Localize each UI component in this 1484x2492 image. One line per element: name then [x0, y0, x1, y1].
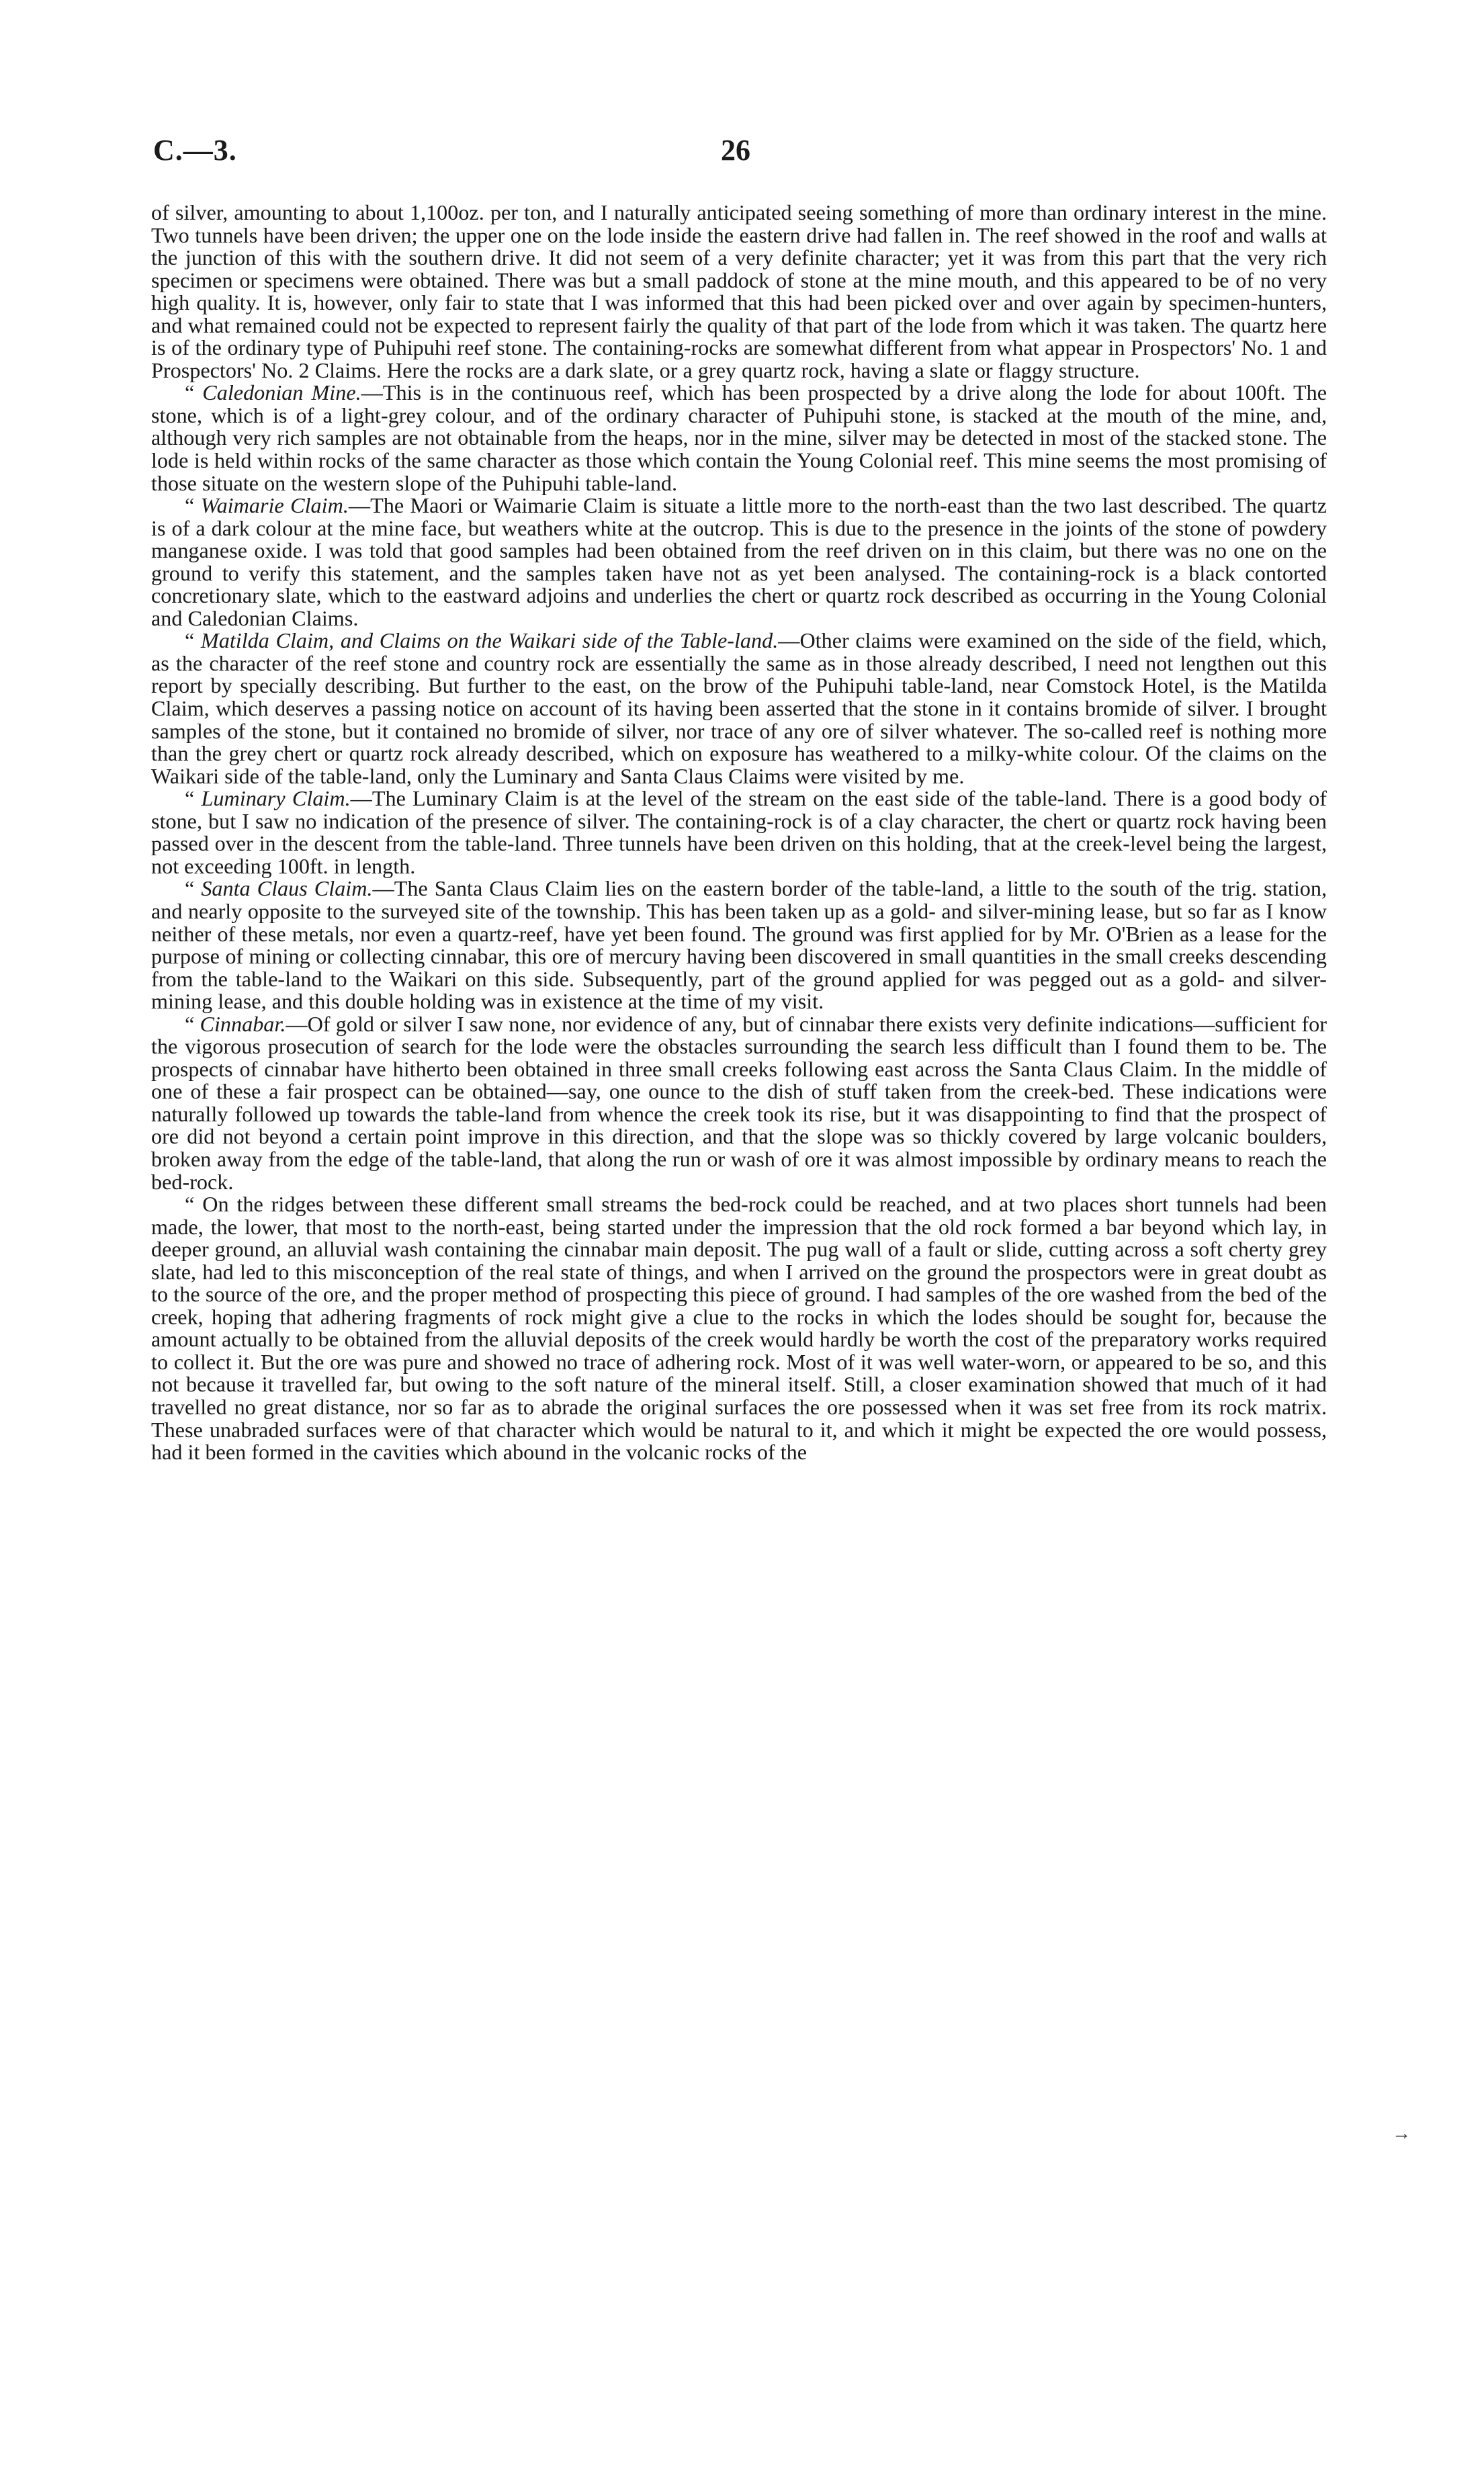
document-id: C.—3.: [153, 134, 237, 167]
section-heading: Cinnabar.: [200, 1011, 286, 1036]
open-quote: “: [185, 493, 201, 518]
section-heading: Luminary Claim.: [201, 786, 351, 811]
paragraph-text: —The Maori or Waimarie Claim is situate a little more to the north-east than the two last described. The quartz is of a dark colour at the mine face, but weathers white at the outcrop. This is due to the presence in the joints of the stone of powdery manganese oxide. I was told that good samples had been obtained from the reef driven on in this claim, but there was no one on the ground to verify this statement, and the samples taken have not as yet been analysed. The containing-rock is a black contorted concretionary slate, which to the eastward adjoins and underlies the chert or quartz rock described as occurring in the Young Colonial and Caledonian Claims.: [151, 493, 1327, 630]
paragraph-text: —This is in the continuous reef, which has been prospected by a drive along the lode for about 100ft. The stone, which is of a light-grey colour, and of the ordinary character of Puhipuhi stone, is stacked at the mouth of the mine, and, although very rich samples are not obtainable from the heaps, nor in the mine, silver may be detected in most of the stacked stone. The lode is held within rocks of the same character as those which contain the Young Colonial reef. This mine seems the most promising of those situate on the western slope of the Puhipuhi table-land.: [151, 380, 1327, 495]
page-header: [153, 133, 1329, 173]
paragraph-waimarie-claim: [151, 495, 1327, 630]
paragraph-cinnabar: [151, 1013, 1327, 1193]
paragraph-santa-claus-claim: [151, 877, 1327, 1013]
paragraph-text: of silver, amounting to about 1,100oz. per ton, and I naturally anticipated seeing something of more than ordinary interest in the mine. Two tunnels have been driven; the upper one on the lode inside the eastern drive had fallen in. The reef showed in the roof and walls at the junction of this with the southern drive. It did not seem of a very definite character; yet it was from this part that the very rich specimen or specimens were obtained. There was but a small paddock of stone at the mine mouth, and this appeared to be of no very high quality. It is, however, only fair to state that I was informed that this had been picked over and over again by specimen-hunters, and what remained could not be expected to represent fairly the quality of that part of the lode from which it was taken. The quartz here is of the ordinary type of Puhipuhi reef stone. The containing-rocks are somewhat different from what appear in Prospectors' No. 1 and Prospectors' No. 2 Claims. Here the rocks are a dark slate, or a grey quartz rock, having a slate or flaggy structure.: [151, 200, 1327, 382]
open-quote: “: [185, 876, 202, 901]
open-quote: “: [185, 786, 202, 811]
section-heading: Matilda Claim, and Claims on the Waikari side of the Table-land.: [200, 628, 779, 653]
paragraph-continuation: [151, 202, 1327, 382]
open-quote: “: [185, 628, 201, 653]
section-heading: Waimarie Claim.: [200, 493, 349, 518]
open-quote: “: [185, 1011, 200, 1036]
paragraph-caledonian-mine: [151, 382, 1327, 495]
paragraph-text: —The Santa Claus Claim lies on the eastern border of the table-land, a little to the south of the trig. station, and nearly opposite to the surveyed site of the township. This has been taken up as a gold- and silver-mining lease, but so far as I know neither of these metals, nor even a quartz-reef, have yet been found. The ground was first applied for by Mr. O'Brien as a lease for the purpose of mining or collecting cinnabar, this ore of mercury having been discovered in small quantities in the small creeks descending from the table-land to the Waikari on this side. Subsequently, part of the ground applied for was pegged out as a gold- and silver-mining lease, and this double holding was in existence at the time of my visit.: [151, 876, 1327, 1014]
paragraph-matilda-claim: [151, 630, 1327, 787]
margin-mark-icon: →: [1392, 2123, 1411, 2144]
paragraph-text: On the ridges between these different small streams the bed-rock could be reached, and at two places short tunnels had been made, the lower, that most to the north-east, being started under the impression that the old rock formed a bar beyond which lay, in deeper ground, an alluvial wash containing the cinnabar main deposit. The pug wall of a fault or slide, cutting across a soft cherty grey slate, had led to this misconception of the real state of things, and when I arrived on the ground the prospectors were in great doubt as to the source of the ore, and the proper method of prospecting this piece of ground. I had samples of the ore washed from the bed of the creek, hoping that adhering fragments of rock might give a clue to the rocks in which the lodes should be sought for, because the amount actually to be obtained from the alluvial deposits of the creek would hardly be worth the cost of the preparatory works required to collect it. But the ore was pure and showed no trace of adhering rock. Most of it was well water-worn, or appeared to be so, and this not because it travelled far, but owing to the soft nature of the mineral itself. Still, a closer examination showed that much of it had travelled no great distance, nor so far as to abrade the original surfaces the ore possessed when it was set free from its rock matrix. These unabraded surfaces were of that character which would be natural to it, and which it might be expected the ore would possess, had it been formed in the cavities which abound in the volcanic rocks of the: [151, 1192, 1327, 1465]
paragraph-text: —Other claims were examined on the side of the field, which, as the character of the reef stone and country rock are essentially the same as in those already described, I need not lengthen out this report by specially describing. But further to the east, on the brow of the Puhipuhi table-land, near Comstock Hotel, is the Matilda Claim, which deserves a passing notice on account of its having been asserted that the stone in it contains bromide of silver. I brought samples of the stone, but it contained no bromide of silver, nor trace of any ore of silver whatever. The so-called reef is nothing more than the grey chert or quartz rock already described, which on exposure has weathered to a milky-white colour. Of the claims on the Waikari side of the table-land, only the Luminary and Santa Claus Claims were visited by me.: [151, 628, 1327, 788]
open-quote: “: [185, 380, 203, 405]
paragraph-text: —Of gold or silver I saw none, nor evidence of any, but of cinnabar there exists very definite indications—sufficient for the vigorous prosecution of search for the lode were the obstacles surrounding the search less difficult than I found them to be. The prospects of cinnabar have hitherto been obtained in three small creeks following east across the Santa Claus Claim. In the middle of one of these a fair prospect can be obtained—say, one ounce to the dish of stuff taken from the creek-bed. These indications were naturally followed up towards the table-land from whence the creek took its rise, but it was disappointing to find that the prospect of ore did not beyond a certain point improve in this direction, and that the slope was so thickly covered by large volcanic boulders, broken away from the edge of the table-land, that along the run or wash of ore it was almost impossible by ordinary means to reach the bed-rock.: [151, 1011, 1327, 1194]
paragraph-ridges: [151, 1193, 1327, 1464]
report-body: [151, 202, 1327, 1464]
paragraph-luminary-claim: [151, 787, 1327, 877]
section-heading: Santa Claus Claim.: [201, 876, 373, 901]
paragraph-text: —The Luminary Claim is at the level of the stream on the east side of the table-land. There is a good body of stone, but I saw no indication of the presence of silver. The containing-rock is of a clay character, the chert or quartz rock having been passed over in the descent from the table-land. Three tunnels have been driven on this holding, that at the creek-level being the largest, not exceeding 100ft. in length.: [151, 786, 1327, 878]
section-heading: Caledonian Mine.: [202, 380, 361, 405]
page-number: 26: [721, 134, 750, 167]
open-quote: “: [185, 1192, 203, 1217]
